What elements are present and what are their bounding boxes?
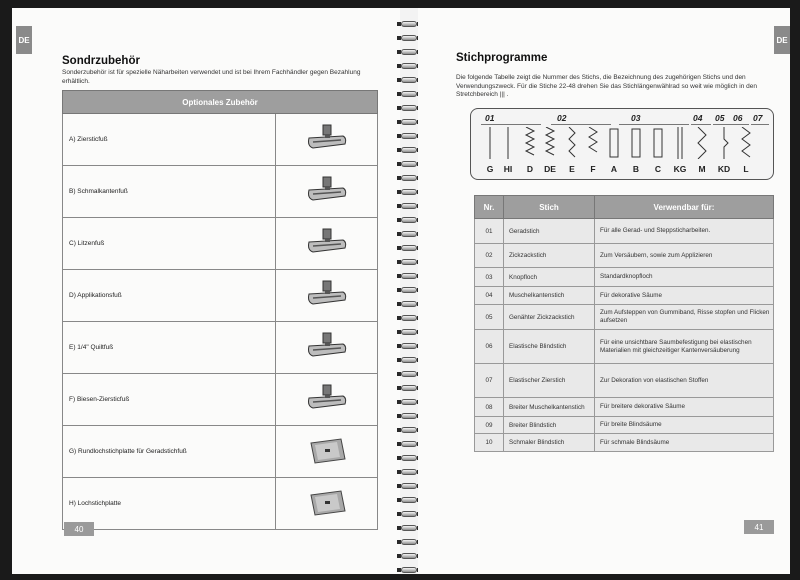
spiral-coil <box>400 328 418 337</box>
spiral-coil <box>400 496 418 505</box>
spiral-coil <box>400 510 418 519</box>
stitch-letter: B <box>632 164 640 174</box>
cell-nr: 04 <box>475 287 504 305</box>
cell-nr: 02 <box>475 244 504 268</box>
table-header: Optionales Zubehör <box>63 91 378 114</box>
stitch-letter: G <box>486 164 494 174</box>
spiral-coil <box>400 174 418 183</box>
stitch-group-line <box>691 124 711 125</box>
table-row <box>475 305 774 330</box>
spiral-coil <box>400 216 418 225</box>
spiral-coil <box>400 314 418 323</box>
cell-use: Standardknopfloch <box>595 268 774 287</box>
spiral-coil <box>400 342 418 351</box>
spiral-coil <box>400 552 418 561</box>
stitch-letter: D <box>526 164 534 174</box>
stitch-pattern-glyph <box>502 127 514 159</box>
table-row <box>475 417 774 434</box>
table-row <box>63 218 378 270</box>
cell-use: Für eine unsichtbare Saumbefestigung bei elastischen Materialien mit gleichzeitiger Kantenversäuberung <box>595 330 774 364</box>
stitch-pattern-glyph <box>544 127 556 159</box>
spiral-coil <box>400 370 418 379</box>
cell-stitch: Elastischer Zierstich <box>504 364 595 398</box>
accessory-image-cell <box>276 374 378 426</box>
stitch-group-line <box>619 124 689 125</box>
cell-stitch: Zickzackstich <box>504 244 595 268</box>
stitch-letter: L <box>743 164 749 174</box>
stitch-group-line <box>713 124 733 125</box>
stitch-group-number: 02 <box>557 113 567 123</box>
accessory-image-cell <box>276 114 378 166</box>
cell-nr: 03 <box>475 268 504 287</box>
accessory-label: C) Litzenfuß <box>63 218 276 270</box>
table-row <box>63 478 378 530</box>
stitch-pattern-glyph <box>524 127 536 159</box>
table-row <box>63 166 378 218</box>
cell-nr: 01 <box>475 219 504 244</box>
spiral-coil <box>400 244 418 253</box>
page-heading: Stichprogramme <box>456 52 548 64</box>
accessory-image-cell <box>276 166 378 218</box>
spiral-coil <box>400 104 418 113</box>
table-row <box>475 398 774 417</box>
cell-stitch: Genähter Zickzackstich <box>504 305 595 330</box>
language-tab: DE <box>16 26 32 54</box>
column-header-use: Verwendbar für: <box>595 196 774 219</box>
accessory-image-cell <box>276 322 378 374</box>
spiral-coil <box>400 272 418 281</box>
accessories-table <box>62 90 378 530</box>
stitch-letter: HI <box>503 164 513 174</box>
presser-foot-icon <box>305 176 349 206</box>
table-row <box>63 374 378 426</box>
cell-stitch: Elastische Blindstich <box>504 330 595 364</box>
spiral-coil <box>400 468 418 477</box>
stitch-letter: C <box>654 164 662 174</box>
spiral-coil <box>400 118 418 127</box>
language-tab: DE <box>774 26 790 54</box>
stitch-pattern-glyph <box>566 127 578 159</box>
stitch-pattern-glyph <box>674 127 686 159</box>
stitch-letter: F <box>590 164 596 174</box>
cell-use: Zum Aufsteppen von Gummiband, Risse stopfen und Flicken aufsetzen <box>595 305 774 330</box>
accessory-label: D) Applikationsfuß <box>63 270 276 322</box>
cell-use: Für breite Blindsäume <box>595 417 774 434</box>
stitch-group-line <box>751 124 769 125</box>
cell-use: Zur Dekoration von elastischen Stoffen <box>595 364 774 398</box>
spiral-coil <box>400 90 418 99</box>
accessory-image-cell <box>276 426 378 478</box>
table-row <box>63 114 378 166</box>
spiral-coil <box>400 230 418 239</box>
stitch-group-number: 01 <box>485 113 495 123</box>
spiral-coil <box>400 566 418 575</box>
cell-use: Für breitere dekorative Säume <box>595 398 774 417</box>
cell-stitch: Muschelkantenstich <box>504 287 595 305</box>
needle-plate-icon <box>307 437 347 465</box>
cell-use: Für dekorative Säume <box>595 287 774 305</box>
column-header-stitch: Stich <box>504 196 595 219</box>
stitch-group-line <box>551 124 611 125</box>
table-row <box>475 268 774 287</box>
cell-stitch: Geradstich <box>504 219 595 244</box>
table-row <box>475 364 774 398</box>
table-row <box>63 426 378 478</box>
accessory-image-cell <box>276 478 378 530</box>
spiral-coil <box>400 538 418 547</box>
presser-foot-icon <box>305 124 349 154</box>
presser-foot-icon <box>305 280 349 310</box>
stitch-group-number: 05 <box>715 113 725 123</box>
spiral-coil <box>400 482 418 491</box>
stitch-pattern-glyph <box>587 127 599 159</box>
spiral-binding <box>400 8 418 574</box>
spiral-coil <box>400 188 418 197</box>
presser-foot-icon <box>305 228 349 258</box>
column-header-nr: Nr. <box>475 196 504 219</box>
spiral-coil <box>400 160 418 169</box>
presser-foot-icon <box>305 332 349 362</box>
stitch-pattern-glyph <box>630 127 642 159</box>
stitch-group-line <box>731 124 749 125</box>
intro-text: Die folgende Tabelle zeigt die Nummer des Stichs, die Bezeichnung des zugehörigen Stichs und den Verwendungszweck. Für die Stiche 22-48 drehen Sie das Stichlängenwählrad so weit wie möglich in den Stretchbereich ||| . <box>456 74 757 98</box>
stitch-selector-strip <box>470 108 774 180</box>
page-heading: Sondrzubehör <box>62 55 140 67</box>
table-row <box>63 322 378 374</box>
stitch-pattern-glyph <box>608 127 620 159</box>
accessory-label: A) Ziersticfuß <box>63 114 276 166</box>
needle-plate-icon <box>307 489 347 517</box>
cell-nr: 10 <box>475 434 504 452</box>
left-page <box>12 8 400 574</box>
cell-nr: 07 <box>475 364 504 398</box>
spiral-coil <box>400 398 418 407</box>
table-row <box>475 434 774 452</box>
cell-stitch: Schmaler Blindstich <box>504 434 595 452</box>
spiral-coil <box>400 20 418 29</box>
stitch-letter: KD <box>717 164 731 174</box>
cell-use: Für schmale Blindsäume <box>595 434 774 452</box>
table-row <box>63 270 378 322</box>
stitch-pattern-glyph <box>718 127 730 159</box>
stitch-pattern-glyph <box>696 127 708 159</box>
table-row <box>475 287 774 305</box>
spiral-coil <box>400 62 418 71</box>
cell-use: Zum Versäubern, sowie zum Applizieren <box>595 244 774 268</box>
cell-stitch: Breiter Muschelkantenstich <box>504 398 595 417</box>
stitch-pattern-glyph <box>484 127 496 159</box>
spiral-coil <box>400 356 418 365</box>
stitch-table <box>474 195 774 452</box>
presser-foot-icon <box>305 384 349 414</box>
spiral-coil <box>400 384 418 393</box>
accessory-image-cell <box>276 270 378 322</box>
spiral-coil <box>400 202 418 211</box>
table-row <box>475 219 774 244</box>
stitch-pattern-glyph <box>652 127 664 159</box>
cell-use: Für alle Gerad- und Steppsticharbeiten. <box>595 219 774 244</box>
stitch-group-number: 03 <box>631 113 641 123</box>
stitch-letter: KG <box>673 164 687 174</box>
spiral-coil <box>400 426 418 435</box>
spiral-coil <box>400 440 418 449</box>
spiral-coil <box>400 146 418 155</box>
spiral-coil <box>400 524 418 533</box>
accessory-image-cell <box>276 218 378 270</box>
spiral-coil <box>400 300 418 309</box>
page-number: 40 <box>64 522 94 536</box>
accessory-label: B) Schmalkantenfuß <box>63 166 276 218</box>
spiral-coil <box>400 34 418 43</box>
accessory-label: E) 1/4" Quiltfuß <box>63 322 276 374</box>
page-number: 41 <box>744 520 774 534</box>
table-row <box>475 330 774 364</box>
accessory-label: H) Lochstichplatte <box>63 478 276 530</box>
table-row <box>475 244 774 268</box>
stitch-letter: DE <box>544 164 556 174</box>
stitch-pattern-glyph <box>740 127 752 159</box>
stitch-letter: A <box>610 164 618 174</box>
spiral-coil <box>400 412 418 421</box>
stitch-group-number: 06 <box>733 113 743 123</box>
cell-nr: 06 <box>475 330 504 364</box>
stitch-group-line <box>481 124 541 125</box>
stitch-letter: E <box>569 164 575 174</box>
spiral-coil <box>400 454 418 463</box>
spiral-coil <box>400 258 418 267</box>
stitch-letter: M <box>698 164 706 174</box>
stitch-group-number: 07 <box>753 113 763 123</box>
cell-stitch: Knopfloch <box>504 268 595 287</box>
cell-stitch: Breiter Blindstich <box>504 417 595 434</box>
spiral-coil <box>400 48 418 57</box>
spiral-coil <box>400 76 418 85</box>
cell-nr: 05 <box>475 305 504 330</box>
spiral-coil <box>400 286 418 295</box>
intro-text: Sonderzubehör ist für spezielle Näharbeiten verwendet und ist bei Ihrem Fachhändler gegen Bezahlung erhältlich. <box>62 69 361 85</box>
cell-nr: 08 <box>475 398 504 417</box>
stitch-group-number: 04 <box>693 113 703 123</box>
accessory-label: F) Biesen-Ziersticfuß <box>63 374 276 426</box>
cell-nr: 09 <box>475 417 504 434</box>
spiral-coil <box>400 132 418 141</box>
accessory-label: G) Rundlochstichplatte für Geradstichfuß <box>63 426 276 478</box>
